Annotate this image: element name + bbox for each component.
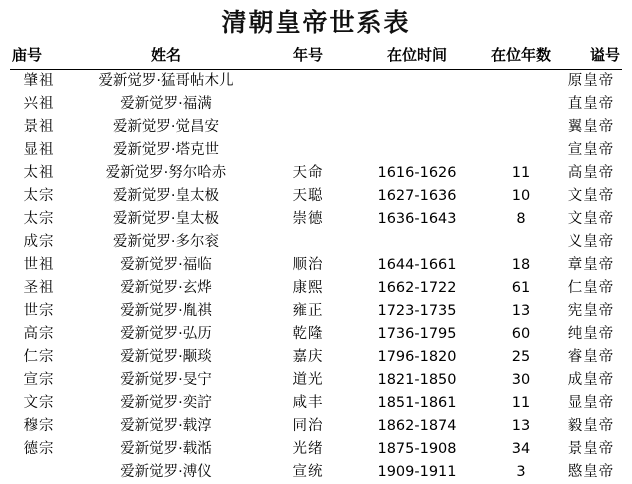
cell-era-name <box>264 93 352 116</box>
table-row <box>10 346 622 369</box>
cell-reign-period <box>352 70 482 94</box>
cell-era-name: 嘉庆 <box>264 346 352 369</box>
cell-reign-period <box>352 116 482 139</box>
cell-personal-name: 爱新觉罗·载湉 <box>68 438 264 461</box>
cell-posthumous-name: 纯皇帝 <box>560 323 622 346</box>
cell-posthumous-name: 宣皇帝 <box>560 139 622 162</box>
cell-era-name: 康熙 <box>264 277 352 300</box>
cell-era-name: 咸丰 <box>264 392 352 415</box>
cell-era-name <box>264 139 352 162</box>
cell-era-name: 道光 <box>264 369 352 392</box>
cell-posthumous-name: 章皇帝 <box>560 254 622 277</box>
table-row <box>10 392 622 415</box>
cell-era-name: 乾隆 <box>264 323 352 346</box>
table-row <box>10 277 622 300</box>
cell-temple-name: 高宗 <box>10 323 68 346</box>
cell-temple-name <box>10 461 68 484</box>
column-header-posthumous-name: 谥号 <box>560 42 622 70</box>
cell-posthumous-name: 仁皇帝 <box>560 277 622 300</box>
cell-personal-name: 爱新觉罗·溥仪 <box>68 461 264 484</box>
cell-posthumous-name: 毅皇帝 <box>560 415 622 438</box>
table-row <box>10 461 622 484</box>
cell-personal-name: 爱新觉罗·塔克世 <box>68 139 264 162</box>
cell-reign-years: 8 <box>482 208 560 231</box>
cell-posthumous-name: 文皇帝 <box>560 185 622 208</box>
cell-temple-name: 世宗 <box>10 300 68 323</box>
cell-reign-period: 1736-1795 <box>352 323 482 346</box>
cell-personal-name: 爱新觉罗·颙琰 <box>68 346 264 369</box>
cell-reign-years: 13 <box>482 300 560 323</box>
cell-reign-period: 1909-1911 <box>352 461 482 484</box>
cell-personal-name: 爱新觉罗·多尔衮 <box>68 231 264 254</box>
cell-personal-name: 爱新觉罗·载淳 <box>68 415 264 438</box>
cell-reign-years: 11 <box>482 162 560 185</box>
cell-posthumous-name: 成皇帝 <box>560 369 622 392</box>
cell-personal-name: 爱新觉罗·觉昌安 <box>68 116 264 139</box>
cell-era-name: 天聪 <box>264 185 352 208</box>
table-body <box>10 70 622 484</box>
cell-posthumous-name: 高皇帝 <box>560 162 622 185</box>
cell-personal-name: 爱新觉罗·玄烨 <box>68 277 264 300</box>
cell-reign-years <box>482 70 560 94</box>
cell-reign-period: 1636-1643 <box>352 208 482 231</box>
cell-temple-name: 太宗 <box>10 208 68 231</box>
cell-reign-period <box>352 93 482 116</box>
table-row <box>10 139 622 162</box>
cell-personal-name: 爱新觉罗·弘历 <box>68 323 264 346</box>
table-row <box>10 369 622 392</box>
cell-posthumous-name: 翼皇帝 <box>560 116 622 139</box>
cell-era-name <box>264 116 352 139</box>
table-row <box>10 254 622 277</box>
cell-reign-years: 10 <box>482 185 560 208</box>
cell-reign-period <box>352 231 482 254</box>
cell-era-name: 宣统 <box>264 461 352 484</box>
table-row <box>10 162 622 185</box>
page-title: 清朝皇帝世系表 <box>10 8 622 38</box>
cell-posthumous-name: 义皇帝 <box>560 231 622 254</box>
cell-reign-period: 1862-1874 <box>352 415 482 438</box>
table-row <box>10 323 622 346</box>
cell-posthumous-name: 宪皇帝 <box>560 300 622 323</box>
table-row <box>10 415 622 438</box>
cell-reign-period: 1851-1861 <box>352 392 482 415</box>
cell-reign-period: 1723-1735 <box>352 300 482 323</box>
cell-reign-years <box>482 116 560 139</box>
cell-posthumous-name: 睿皇帝 <box>560 346 622 369</box>
cell-reign-period: 1875-1908 <box>352 438 482 461</box>
cell-personal-name: 爱新觉罗·旻宁 <box>68 369 264 392</box>
cell-temple-name: 成宗 <box>10 231 68 254</box>
cell-posthumous-name: 文皇帝 <box>560 208 622 231</box>
table-row <box>10 185 622 208</box>
cell-temple-name: 显祖 <box>10 139 68 162</box>
cell-era-name: 顺治 <box>264 254 352 277</box>
cell-temple-name: 太宗 <box>10 185 68 208</box>
cell-reign-period: 1616-1626 <box>352 162 482 185</box>
cell-personal-name: 爱新觉罗·皇太极 <box>68 208 264 231</box>
cell-reign-period <box>352 139 482 162</box>
cell-personal-name: 爱新觉罗·皇太极 <box>68 185 264 208</box>
cell-reign-period: 1644-1661 <box>352 254 482 277</box>
cell-reign-period: 1796-1820 <box>352 346 482 369</box>
cell-temple-name: 宣宗 <box>10 369 68 392</box>
cell-posthumous-name: 愍皇帝 <box>560 461 622 484</box>
column-header-era-name: 年号 <box>264 42 352 70</box>
cell-posthumous-name: 原皇帝 <box>560 70 622 94</box>
cell-temple-name: 肇祖 <box>10 70 68 94</box>
cell-reign-years: 30 <box>482 369 560 392</box>
cell-personal-name: 爱新觉罗·奕詝 <box>68 392 264 415</box>
table-row <box>10 70 622 94</box>
table-row <box>10 93 622 116</box>
cell-personal-name: 爱新觉罗·胤祺 <box>68 300 264 323</box>
cell-reign-years: 61 <box>482 277 560 300</box>
cell-posthumous-name: 直皇帝 <box>560 93 622 116</box>
cell-era-name: 雍正 <box>264 300 352 323</box>
cell-temple-name: 穆宗 <box>10 415 68 438</box>
cell-personal-name: 爱新觉罗·努尔哈赤 <box>68 162 264 185</box>
cell-posthumous-name: 显皇帝 <box>560 392 622 415</box>
cell-personal-name: 爱新觉罗·福满 <box>68 93 264 116</box>
cell-temple-name: 兴祖 <box>10 93 68 116</box>
table-row <box>10 116 622 139</box>
cell-reign-years: 25 <box>482 346 560 369</box>
table-row <box>10 231 622 254</box>
column-header-reign-years: 在位年数 <box>482 42 560 70</box>
column-header-reign-period: 在位时间 <box>352 42 482 70</box>
table-header <box>10 42 622 70</box>
cell-temple-name: 德宗 <box>10 438 68 461</box>
cell-era-name <box>264 231 352 254</box>
cell-reign-period: 1662-1722 <box>352 277 482 300</box>
table-header-row <box>10 42 622 70</box>
cell-reign-years: 18 <box>482 254 560 277</box>
cell-temple-name: 世祖 <box>10 254 68 277</box>
cell-reign-years: 3 <box>482 461 560 484</box>
cell-temple-name: 圣祖 <box>10 277 68 300</box>
column-header-personal-name: 姓名 <box>68 42 264 70</box>
cell-reign-years: 13 <box>482 415 560 438</box>
cell-reign-period: 1821-1850 <box>352 369 482 392</box>
cell-personal-name: 爱新觉罗·福临 <box>68 254 264 277</box>
table-row <box>10 208 622 231</box>
cell-era-name: 同治 <box>264 415 352 438</box>
cell-reign-years <box>482 139 560 162</box>
cell-era-name: 天命 <box>264 162 352 185</box>
emperor-genealogy-table <box>10 42 622 484</box>
cell-era-name: 崇德 <box>264 208 352 231</box>
cell-reign-years <box>482 93 560 116</box>
cell-reign-years: 11 <box>482 392 560 415</box>
cell-era-name <box>264 70 352 94</box>
column-header-temple-name: 庙号 <box>10 42 68 70</box>
cell-temple-name: 景祖 <box>10 116 68 139</box>
cell-reign-period: 1627-1636 <box>352 185 482 208</box>
table-row <box>10 438 622 461</box>
cell-personal-name: 爱新觉罗·猛哥帖木儿 <box>68 70 264 94</box>
cell-reign-years: 34 <box>482 438 560 461</box>
cell-posthumous-name: 景皇帝 <box>560 438 622 461</box>
table-row <box>10 300 622 323</box>
cell-reign-years <box>482 231 560 254</box>
cell-temple-name: 太祖 <box>10 162 68 185</box>
cell-temple-name: 仁宗 <box>10 346 68 369</box>
cell-temple-name: 文宗 <box>10 392 68 415</box>
cell-era-name: 光绪 <box>264 438 352 461</box>
cell-reign-years: 60 <box>482 323 560 346</box>
